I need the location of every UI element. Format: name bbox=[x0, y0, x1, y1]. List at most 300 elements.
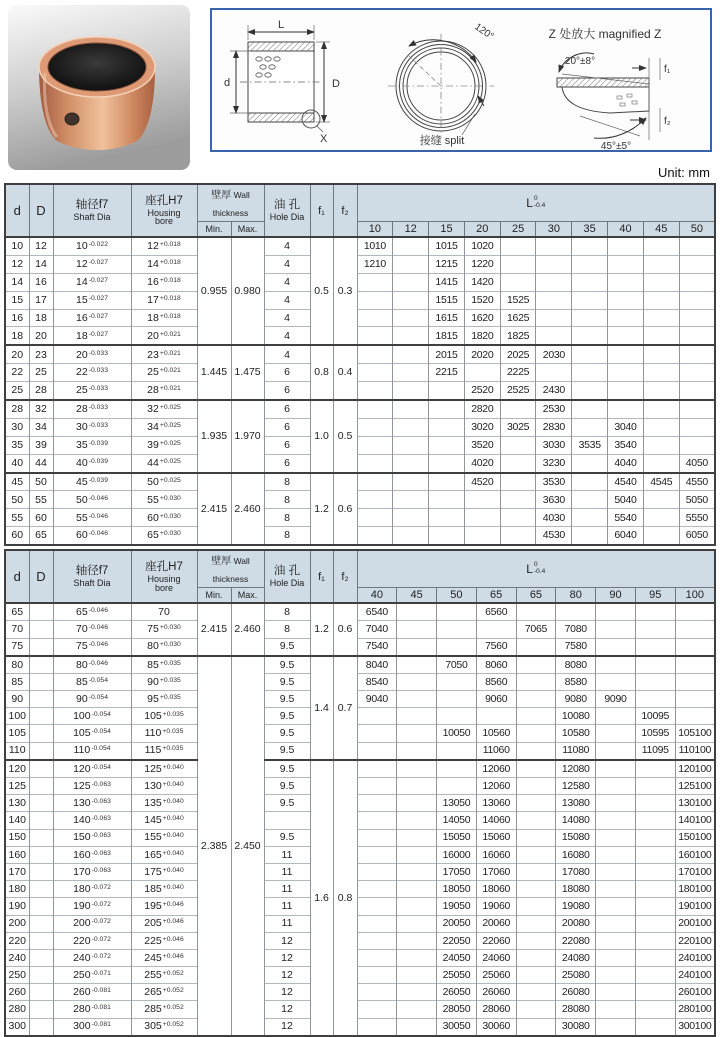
table-cell: 9.5 bbox=[264, 708, 310, 725]
table-cell: 125100 bbox=[675, 778, 715, 795]
table-cell: 6 bbox=[264, 418, 310, 436]
table-cell bbox=[536, 237, 572, 255]
dim-label-d: d bbox=[224, 77, 231, 89]
table-cell bbox=[635, 603, 675, 621]
table-cell: 300100 bbox=[675, 1018, 715, 1036]
table-cell: $25^{-0.033}$ bbox=[53, 382, 131, 400]
table-cell bbox=[536, 291, 572, 309]
table-cell: 26060 bbox=[476, 984, 516, 1001]
table-cell bbox=[357, 382, 393, 400]
table-cell bbox=[464, 509, 500, 527]
table-cell: 16 bbox=[29, 273, 53, 291]
table-cell: 18050 bbox=[437, 881, 477, 898]
table-row bbox=[5, 454, 715, 472]
table-cell: $50^{+0.025}$ bbox=[131, 473, 197, 491]
table-cell bbox=[357, 509, 393, 527]
table-cell: 2015 bbox=[429, 345, 465, 363]
table-cell: 240100 bbox=[675, 949, 715, 966]
table-cell: $60^{+0.030}$ bbox=[131, 509, 197, 527]
table-cell: 8 bbox=[264, 491, 310, 509]
table-cell bbox=[635, 760, 675, 778]
table-cell: 4030 bbox=[536, 509, 572, 527]
table-cell: $28^{+0.021}$ bbox=[131, 382, 197, 400]
table-cell bbox=[357, 915, 397, 932]
table-cell: 12 bbox=[264, 967, 310, 984]
table-cell: 220100 bbox=[675, 932, 715, 949]
table-cell: $305^{+0.052}$ bbox=[131, 1018, 197, 1036]
table-cell: $20^{+0.021}$ bbox=[131, 327, 197, 345]
table-cell: 4540 bbox=[608, 473, 644, 491]
table-cell bbox=[500, 237, 536, 255]
table-row bbox=[5, 436, 715, 454]
table-cell: 60 bbox=[29, 509, 53, 527]
table-cell bbox=[516, 795, 556, 812]
table-cell bbox=[679, 327, 715, 345]
column-header: L 0 -0.4 bbox=[357, 550, 715, 588]
table-cell bbox=[357, 491, 393, 509]
table-row bbox=[5, 273, 715, 291]
table-cell bbox=[29, 898, 53, 915]
table-cell bbox=[643, 309, 679, 327]
table-cell bbox=[516, 812, 556, 829]
table-cell bbox=[393, 454, 429, 472]
table-cell bbox=[596, 742, 636, 760]
table-cell bbox=[429, 454, 465, 472]
table-cell bbox=[516, 846, 556, 863]
table-cell bbox=[679, 237, 715, 255]
table-cell: 18 bbox=[29, 309, 53, 327]
table-cell bbox=[608, 255, 644, 273]
table-cell bbox=[429, 400, 465, 418]
table-cell: $28^{-0.033}$ bbox=[53, 400, 131, 418]
table-cell: 80 bbox=[5, 656, 29, 674]
table-row bbox=[5, 846, 715, 863]
column-header: f₁ bbox=[310, 550, 333, 603]
table-cell bbox=[29, 1001, 53, 1018]
table-cell bbox=[357, 273, 393, 291]
table-cell bbox=[393, 237, 429, 255]
table-cell: 10080 bbox=[556, 708, 596, 725]
table-cell: 28080 bbox=[556, 1001, 596, 1018]
table-row bbox=[5, 327, 715, 345]
table-cell: 140100 bbox=[675, 812, 715, 829]
table-cell bbox=[596, 725, 636, 742]
table-cell bbox=[397, 795, 437, 812]
table-cell: 28 bbox=[29, 382, 53, 400]
table-cell: 3020 bbox=[464, 418, 500, 436]
table-cell: 280100 bbox=[675, 1001, 715, 1018]
table-cell: $250^{-0.071}$ bbox=[53, 967, 131, 984]
dimension-table-small-sizes bbox=[4, 183, 716, 546]
table-cell: $70^{-0.046}$ bbox=[53, 621, 131, 638]
table-cell: 4 bbox=[264, 273, 310, 291]
table-cell bbox=[635, 915, 675, 932]
table-cell: $80^{-0.046}$ bbox=[53, 656, 131, 674]
table-row bbox=[5, 949, 715, 966]
table-cell: 180 bbox=[5, 881, 29, 898]
table-cell bbox=[608, 309, 644, 327]
table-cell bbox=[643, 345, 679, 363]
table-cell: 6 bbox=[264, 454, 310, 472]
table-cell bbox=[635, 1018, 675, 1036]
table-cell bbox=[357, 881, 397, 898]
table-cell: 30050 bbox=[437, 1018, 477, 1036]
table-cell bbox=[675, 603, 715, 621]
table-cell bbox=[29, 881, 53, 898]
table-cell bbox=[679, 291, 715, 309]
table-cell bbox=[596, 846, 636, 863]
table-cell: 120100 bbox=[675, 760, 715, 778]
table-cell: $240^{-0.072}$ bbox=[53, 949, 131, 966]
table-cell: 110100 bbox=[675, 742, 715, 760]
table-cell bbox=[596, 656, 636, 674]
table-row bbox=[5, 863, 715, 880]
table-cell bbox=[596, 898, 636, 915]
table-cell: $44^{+0.025}$ bbox=[131, 454, 197, 472]
table-cell: 8060 bbox=[476, 656, 516, 674]
table-cell bbox=[429, 527, 465, 545]
table-cell: 7040 bbox=[357, 621, 397, 638]
table-cell: 9.5 bbox=[264, 778, 310, 795]
table-cell bbox=[397, 915, 437, 932]
table-row bbox=[5, 382, 715, 400]
table-cell bbox=[393, 273, 429, 291]
table-cell bbox=[516, 829, 556, 846]
table-cell: $50^{-0.046}$ bbox=[53, 491, 131, 509]
table-cell: 2.450 bbox=[231, 656, 264, 1036]
table-cell: 1815 bbox=[429, 327, 465, 345]
table-cell: $25^{+0.021}$ bbox=[131, 364, 197, 382]
column-header: D bbox=[29, 184, 53, 237]
table-cell: 0.8 bbox=[333, 760, 357, 1036]
table-cell: 22 bbox=[5, 364, 29, 382]
table-cell bbox=[635, 656, 675, 674]
table-cell: 24080 bbox=[556, 949, 596, 966]
table-cell: $30^{-0.033}$ bbox=[53, 418, 131, 436]
table-cell: 2020 bbox=[464, 345, 500, 363]
table-row bbox=[5, 255, 715, 273]
table-cell: $115^{+0.035}$ bbox=[131, 742, 197, 760]
table-cell bbox=[675, 673, 715, 690]
table-cell: 22050 bbox=[437, 932, 477, 949]
table-cell: 7560 bbox=[476, 638, 516, 656]
table-cell: 190 bbox=[5, 898, 29, 915]
table-cell: 0.5 bbox=[310, 237, 333, 345]
table-cell bbox=[393, 418, 429, 436]
table-cell: 6040 bbox=[608, 527, 644, 545]
table-row bbox=[5, 291, 715, 309]
table-cell: 6 bbox=[264, 436, 310, 454]
table-cell: 120 bbox=[5, 760, 29, 778]
table-cell: $16^{-0.027}$ bbox=[53, 309, 131, 327]
table-cell bbox=[29, 984, 53, 1001]
table-cell bbox=[679, 400, 715, 418]
table-cell: 17060 bbox=[476, 863, 516, 880]
table-cell: 12 bbox=[264, 932, 310, 949]
magnified-title: Z 处放大 magnified Z bbox=[548, 27, 662, 41]
table-cell: 12 bbox=[264, 1001, 310, 1018]
table-cell: 6 bbox=[264, 364, 310, 382]
table-cell: 30060 bbox=[476, 1018, 516, 1036]
table-cell: 9.5 bbox=[264, 638, 310, 656]
column-header: 80 bbox=[556, 588, 596, 604]
table-cell bbox=[357, 812, 397, 829]
table-cell bbox=[596, 1018, 636, 1036]
table-cell: $55^{+0.030}$ bbox=[131, 491, 197, 509]
column-header: d bbox=[5, 184, 29, 237]
table-cell bbox=[635, 691, 675, 708]
table-cell bbox=[357, 846, 397, 863]
table-cell: 9.5 bbox=[264, 829, 310, 846]
table-cell: $175^{+0.040}$ bbox=[131, 863, 197, 880]
column-header: 40 bbox=[608, 222, 644, 238]
table-cell bbox=[357, 949, 397, 966]
table-cell: 17080 bbox=[556, 863, 596, 880]
table-cell: 16060 bbox=[476, 846, 516, 863]
table-cell bbox=[516, 915, 556, 932]
table-cell: 5040 bbox=[608, 491, 644, 509]
table-cell bbox=[437, 673, 477, 690]
table-cell bbox=[397, 967, 437, 984]
table-cell bbox=[397, 691, 437, 708]
table-cell: 2520 bbox=[464, 382, 500, 400]
table-cell bbox=[397, 829, 437, 846]
table-cell: 11 bbox=[264, 915, 310, 932]
table-cell: 4530 bbox=[536, 527, 572, 545]
column-header: 100 bbox=[675, 588, 715, 604]
table-cell bbox=[357, 364, 393, 382]
table-cell bbox=[596, 949, 636, 966]
table-cell bbox=[29, 829, 53, 846]
table-cell: $55^{-0.046}$ bbox=[53, 509, 131, 527]
table-cell: 10595 bbox=[635, 725, 675, 742]
table-cell bbox=[500, 454, 536, 472]
table-cell: 20050 bbox=[437, 915, 477, 932]
table-cell: 9.5 bbox=[264, 656, 310, 674]
column-header: 35 bbox=[572, 222, 608, 238]
table-row bbox=[5, 509, 715, 527]
table-cell: 15080 bbox=[556, 829, 596, 846]
table-cell: 12 bbox=[264, 1018, 310, 1036]
table-cell bbox=[393, 473, 429, 491]
table-cell: $110^{-0.054}$ bbox=[53, 742, 131, 760]
table-cell bbox=[596, 915, 636, 932]
table-cell: 240100 bbox=[675, 967, 715, 984]
table-cell bbox=[643, 436, 679, 454]
table-cell: 110 bbox=[5, 742, 29, 760]
column-header: d bbox=[5, 550, 29, 603]
bushing-photo-illustration bbox=[8, 5, 190, 170]
table-cell bbox=[536, 255, 572, 273]
table-cell: $12^{-0.027}$ bbox=[53, 255, 131, 273]
table-cell: 8080 bbox=[556, 656, 596, 674]
table-cell: 39 bbox=[29, 436, 53, 454]
column-header: Max. bbox=[231, 588, 264, 604]
table-cell bbox=[572, 291, 608, 309]
table-cell bbox=[397, 708, 437, 725]
column-header: 50 bbox=[679, 222, 715, 238]
table-cell: 55 bbox=[5, 509, 29, 527]
table-cell bbox=[357, 967, 397, 984]
table-cell bbox=[29, 915, 53, 932]
table-cell: 25060 bbox=[476, 967, 516, 984]
column-header: 10 bbox=[357, 222, 393, 238]
table-cell: 65 bbox=[5, 603, 29, 621]
table-cell: 7065 bbox=[516, 621, 556, 638]
table-cell: 9040 bbox=[357, 691, 397, 708]
table-cell: $200^{-0.072}$ bbox=[53, 915, 131, 932]
table-row bbox=[5, 829, 715, 846]
table-cell: 26050 bbox=[437, 984, 477, 1001]
table-cell: $110^{+0.035}$ bbox=[131, 725, 197, 742]
table-cell: 11 bbox=[264, 846, 310, 863]
table-cell: 4 bbox=[264, 345, 310, 363]
table-cell: $120^{-0.054}$ bbox=[53, 760, 131, 778]
table-cell: $90^{+0.035}$ bbox=[131, 673, 197, 690]
table-cell: 2030 bbox=[536, 345, 572, 363]
ring-view-drawing bbox=[388, 21, 496, 147]
table-cell bbox=[516, 898, 556, 915]
table-cell: $105^{+0.035}$ bbox=[131, 708, 197, 725]
table-cell: 14080 bbox=[556, 812, 596, 829]
table-cell bbox=[393, 364, 429, 382]
table-cell: 8580 bbox=[556, 673, 596, 690]
technical-drawings bbox=[212, 10, 710, 150]
table-cell bbox=[635, 881, 675, 898]
table-cell: 14 bbox=[5, 273, 29, 291]
column-header: D bbox=[29, 550, 53, 603]
table-cell bbox=[500, 491, 536, 509]
table-cell: $75^{+0.030}$ bbox=[131, 621, 197, 638]
table-cell: 250 bbox=[5, 967, 29, 984]
table-cell: $225^{+0.046}$ bbox=[131, 932, 197, 949]
table-cell: $125^{-0.063}$ bbox=[53, 778, 131, 795]
table-row bbox=[5, 309, 715, 327]
table-cell: $170^{-0.063}$ bbox=[53, 863, 131, 880]
table-cell: 1210 bbox=[357, 255, 393, 273]
table-cell bbox=[397, 742, 437, 760]
table-cell: 2.460 bbox=[231, 603, 264, 656]
table-cell bbox=[29, 621, 53, 638]
table-cell: 105 bbox=[5, 725, 29, 742]
table-cell bbox=[437, 778, 477, 795]
column-header: 座孔H7 Housing bore bbox=[131, 184, 197, 237]
table-cell: 23 bbox=[29, 345, 53, 363]
table-cell: 4550 bbox=[679, 473, 715, 491]
table-cell bbox=[608, 364, 644, 382]
table-cell: $220^{-0.072}$ bbox=[53, 932, 131, 949]
table-cell bbox=[393, 436, 429, 454]
table-cell: 8 bbox=[264, 603, 310, 621]
table-cell bbox=[596, 967, 636, 984]
table-cell: 0.955 bbox=[197, 237, 231, 345]
table-cell: $160^{-0.063}$ bbox=[53, 846, 131, 863]
table-row bbox=[5, 364, 715, 382]
table-cell bbox=[357, 309, 393, 327]
table-cell: 12 bbox=[264, 949, 310, 966]
table-cell: 4545 bbox=[643, 473, 679, 491]
table-cell bbox=[643, 400, 679, 418]
table-cell: 1420 bbox=[464, 273, 500, 291]
table-cell: 1010 bbox=[357, 237, 393, 255]
table-cell bbox=[596, 984, 636, 1001]
table-cell bbox=[675, 621, 715, 638]
table-cell bbox=[357, 291, 393, 309]
table-cell: 1020 bbox=[464, 237, 500, 255]
table-cell bbox=[397, 760, 437, 778]
table-cell: 3630 bbox=[536, 491, 572, 509]
column-header: Max. bbox=[231, 222, 264, 238]
table-cell bbox=[536, 309, 572, 327]
table-row bbox=[5, 898, 715, 915]
table-cell bbox=[572, 255, 608, 273]
table-cell: 10 bbox=[5, 237, 29, 255]
table-cell: 190100 bbox=[675, 898, 715, 915]
table-cell bbox=[397, 898, 437, 915]
column-header: 40 bbox=[357, 588, 397, 604]
table-cell bbox=[437, 708, 477, 725]
table-cell: 17050 bbox=[437, 863, 477, 880]
table-cell: 1.970 bbox=[231, 400, 264, 473]
table-cell: $95^{+0.035}$ bbox=[131, 691, 197, 708]
table-cell bbox=[596, 829, 636, 846]
table-cell: 3030 bbox=[536, 436, 572, 454]
column-header: 20 bbox=[464, 222, 500, 238]
table-cell: $15^{-0.027}$ bbox=[53, 291, 131, 309]
table-cell: 300 bbox=[5, 1018, 29, 1036]
table-cell bbox=[608, 382, 644, 400]
table-row bbox=[5, 932, 715, 949]
table-cell bbox=[29, 708, 53, 725]
table-cell bbox=[679, 364, 715, 382]
table-cell: 150 bbox=[5, 829, 29, 846]
table-cell: 2.415 bbox=[197, 473, 231, 546]
table-cell bbox=[596, 795, 636, 812]
table-cell bbox=[500, 400, 536, 418]
table-cell bbox=[643, 237, 679, 255]
table-cell: 3230 bbox=[536, 454, 572, 472]
table-cell: $155^{+0.040}$ bbox=[131, 829, 197, 846]
table-cell: 14060 bbox=[476, 812, 516, 829]
table-cell bbox=[643, 527, 679, 545]
table-cell bbox=[397, 621, 437, 638]
column-header: 45 bbox=[643, 222, 679, 238]
table-cell bbox=[679, 436, 715, 454]
table-cell: 4 bbox=[264, 291, 310, 309]
table-cell: 9.5 bbox=[264, 760, 310, 778]
table-cell: 1.0 bbox=[310, 400, 333, 473]
table-cell bbox=[572, 509, 608, 527]
table-cell: 65 bbox=[29, 527, 53, 545]
table-cell: 1825 bbox=[500, 327, 536, 345]
table-cell: 130 bbox=[5, 795, 29, 812]
table-cell: 15 bbox=[5, 291, 29, 309]
table-cell: 30080 bbox=[556, 1018, 596, 1036]
table-cell: 12580 bbox=[556, 778, 596, 795]
table-cell: 8 bbox=[264, 509, 310, 527]
angle-120-label: 120° bbox=[472, 21, 496, 43]
table-cell bbox=[596, 778, 636, 795]
table-cell: $190^{-0.072}$ bbox=[53, 898, 131, 915]
table-cell: 9.5 bbox=[264, 691, 310, 708]
table-cell: 7080 bbox=[556, 621, 596, 638]
table-cell bbox=[608, 273, 644, 291]
table-cell bbox=[393, 327, 429, 345]
table-cell bbox=[357, 778, 397, 795]
column-header: 轴径f7 Shaft Dia bbox=[53, 184, 131, 237]
table-cell bbox=[608, 327, 644, 345]
table-cell: $265^{+0.052}$ bbox=[131, 984, 197, 1001]
